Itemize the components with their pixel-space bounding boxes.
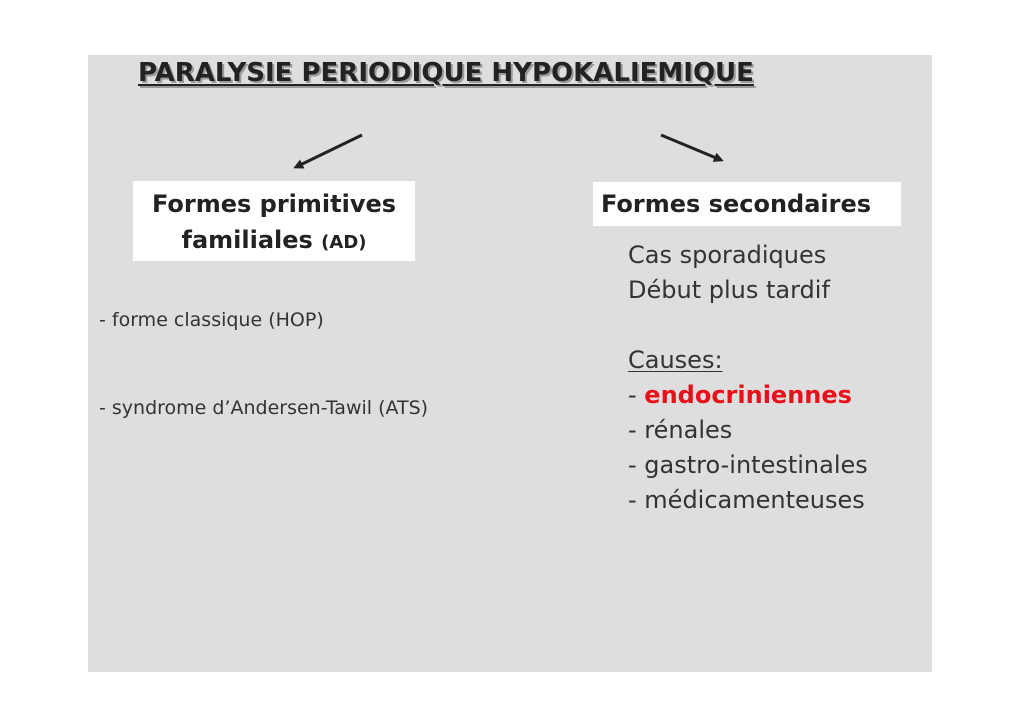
primitive-item-classic: - forme classique (HOP) [99,309,324,331]
cause-item [628,483,865,518]
cause-prefix: - [628,381,645,409]
secondary-forms-label: Formes secondaires [601,190,872,218]
cause-item [628,448,868,483]
primitive-forms-ad: (AD) [321,232,367,253]
cause-prefix: - [628,416,645,444]
primitive-forms-line1: Formes primitives [151,190,397,218]
cause-prefix: - [628,486,645,514]
arrow-left [296,135,362,167]
cause-text: gastro-intestinales [644,451,868,479]
cause-item [628,413,732,448]
primitive-item-ats: - syndrome d’Andersen-Tawil (ATS) [99,397,429,419]
secondary-line-sporadic: Cas sporadiques [628,241,827,269]
cause-text: médicamenteuses [644,486,865,514]
primitive-forms-familiales: familiales [181,226,313,254]
primitive-forms-box [133,181,415,261]
arrow-right [661,135,721,160]
cause-text: rénales [644,416,733,444]
slide-title: PARALYSIE PERIODIQUE HYPOKALIEMIQUE [138,58,754,88]
secondary-line-onset: Début plus tardif [628,276,830,304]
cause-text-highlight: endocriniennes [644,381,852,409]
primitive-forms-line2 [133,222,415,261]
cause-item [628,378,852,413]
cause-prefix: - [628,451,645,479]
causes-label: Causes: [628,346,723,374]
secondary-forms-box [593,182,901,226]
